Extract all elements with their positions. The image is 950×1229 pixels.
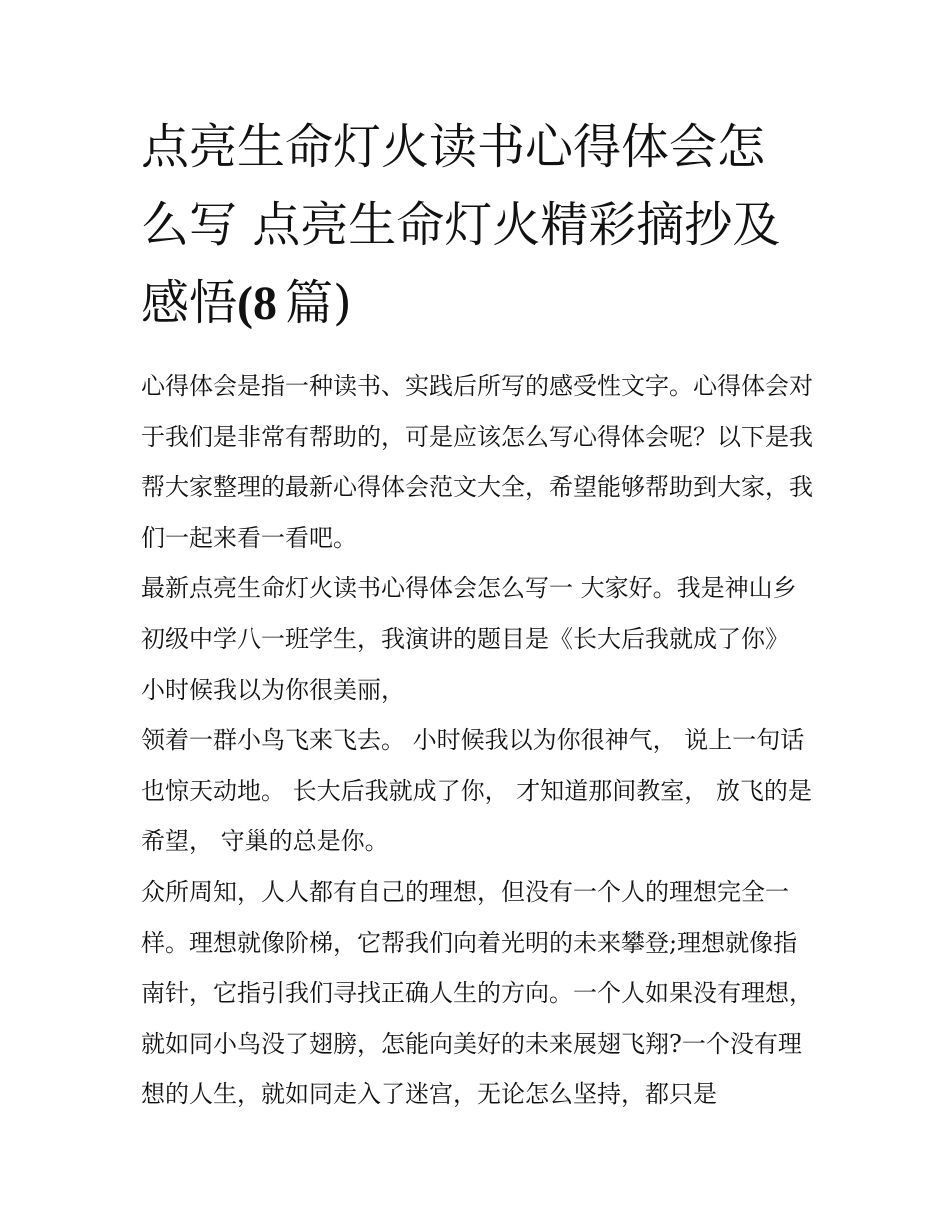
title-line-1: 点亮生命灯火读书心得体会怎 [141, 119, 766, 175]
title-line-2: 么写 点亮生命灯火精彩摘抄及 [141, 197, 781, 253]
paragraph-speech-opening: 最新点亮生命灯火读书心得体会怎么写一 大家好。我是神山乡初级中学八一班学生，我演讲的题目是《长大后我就成了你》 小时候我以为你很美丽， [141, 574, 797, 704]
title-line-3-number: (8 [237, 277, 277, 330]
document-body [141, 108, 813, 1120]
paragraph-ideals: 众所周知，人人都有自己的理想，但没有一个人的理想完全一样。理想就像阶梯，它帮我们向着光明的未来攀登;理想就像指南针，它指引我们寻找正确人生的方向。一个人如果没有理想，就如同小鸟没了翅膀，怎能向美好的未来展翅飞翔?一个没有理想的人生，就如同走入了迷宫，无论怎么坚持，都只是 [141, 877, 813, 1109]
title-line-3-prefix: 感悟 [141, 275, 238, 331]
title-line-3-suffix: 篇) [285, 275, 352, 331]
paragraph-speech-poem: 领着一群小鸟飞来飞去。 小时候我以为你很神气， 说上一句话也惊天动地。 长大后我就成了你， 才知道那间教室， 放飞的是希望， 守巢的总是你。 [141, 726, 812, 856]
paragraph-intro: 心得体会是指一种读书、实践后所写的感受性文字。心得体会对于我们是非常有帮助的，可是应该怎么写心得体会呢？以下是我帮大家整理的最新心得体会范文大全，希望能够帮助到大家，我们一起来看一看吧。 [141, 372, 813, 552]
document-title [141, 108, 813, 343]
